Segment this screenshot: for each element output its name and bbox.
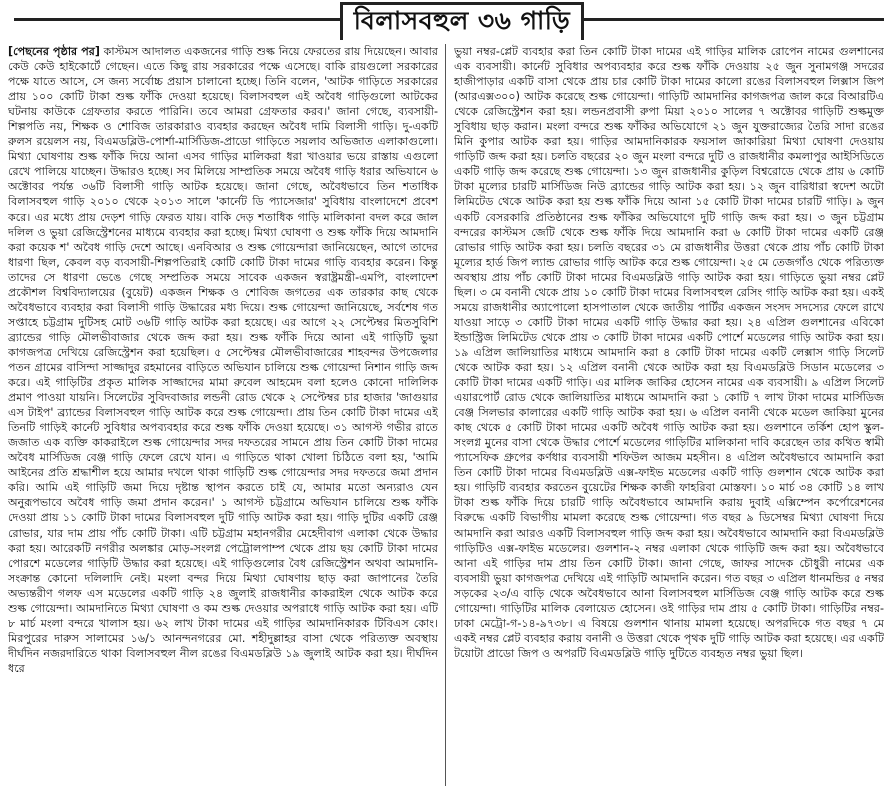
article-paragraph-right bbox=[454, 44, 884, 661]
headline-row bbox=[6, 0, 885, 44]
headline-rule-left bbox=[14, 18, 340, 21]
article-paragraph-left bbox=[8, 44, 438, 676]
article-text-left: কাস্টমস আদালত একজনের গাড়ি শুল্ক নিয়ে ফেরতের রায় দিয়েছেন। আবার কেউ কেউ হাইকোর্টে গেছেন। এতে কিছু রায় সরকারের পক্ষে এসেছে। বাকি রায়গুলো সরকারের পক্ষে যাতে আসে, সে জন্য সর্বোচ্চ প্রয়াস চালানো হচ্ছে। তিনি বলেন, 'আটক গাড়িতে সরকারের প্রায় ১০০ কোটি টাকা শুল্ক ফাঁকি দেওয়া হয়েছে। বিলাসবহুল এই অবৈধ গাড়িগুলো আটকের ঘটনায় কাউকে গ্রেফতার করতে পারিনি। তবে আমরা গ্রেফতার করব।' জানা গেছে, ব্যবসায়ী-শিল্পপতি নয়, শিক্ষক ও শোবিজ তারকারাও ব্যবহার করছেন অবৈধ দামি বিলাসী গাড়ি। দু-একটি রুলস রয়েলস নয়, বিএমডব্লিউ-পোর্শা-মার্সিডিজ-প্রাডো গাড়িতে সয়লাব অভিজাত এলাকাগুলো। মিথ্যা ঘোষণায় শুল্ক ফাঁকি দিয়ে আনা এসব গাড়ির মালিকরা ধরা খাওয়ার ভয়ে রাস্তায় এগুলো রেখে পালিয়ে যাচ্ছেন। উদ্ধারও হচ্ছে। সব মিলিয়ে সাম্প্রতিক সময়ে অবৈধ গাড়ি ধরার অভিযানে ৬ অক্টোবর পর্যন্ত ৩৬টি বিলাসী গাড়ি আটক হয়েছে। জানা গেছে, অবৈধভাবে তিন শতাধিক বিলাসবহুল গাড়ি ২০১০ থেকে ২০১৩ সালে 'কার্নেট ডি প্যাসেজার' সুবিধায় বাংলাদেশে প্রবেশ করে। এর মধ্যে প্রায় দেড়শ গাড়ি ফেরত যায়। বাকি দেড় শতাধিক গাড়ি মালিকানা বদল করে জাল দলিল ও ভুয়া রেজিস্ট্রেশনের মাধ্যমে ব্যবহার করা হচ্ছে। মিথ্যা ঘোষণা ও শুল্ক ফাঁকি দিয়ে আমদানি করা কয়েক শ' অবৈধ গাড়ি দেশে আছে। এনবিআর ও শুল্ক গোয়েন্দারা জানিয়েছেন, আগে তাদের ধারণা ছিল, কেবল বড় ব্যবসায়ী-শিল্পপতিরাই কোটি কোটি টাকা দামের গাড়ি ব্যবহার করেন। কিন্তু তাদের সে ধারণা ভেঙে গেছে সম্প্রতিক সময়ে সাবেক একজন স্বরাষ্ট্রমন্ত্রী-এমপি, বাংলাদেশ প্রকৌশল বিশ্ববিদ্যালয়ের (বুয়েট) একজন শিক্ষক ও শোবিজ জগতের এক তারকার কাছ থেকে অবৈধভাবে ব্যবহার করা বিলাসী গাড়ি উদ্ধারের মধ্য দিয়ে। শুল্ক গোয়েন্দা জানিয়েছে, সর্বশেষ গত সপ্তাহে চট্টগ্রাম দুটিসহ মোট ৩৬টি গাড়ি আটক করা হয়েছে। এর আগে ২২ সেপ্টেম্বর মিতসুবিশি ব্র্যান্ডের গাড়ি মৌলভীবাজার থেকে জব্দ করা হয়। শুল্ক ফাঁকি দিয়ে আনা এই গাড়িটি ভুয়া কাগজপত্র দেখিয়ে রেজিস্ট্রেশন করা হয়েছিল। ৫ সেপ্টেম্বর মৌলভীবাজারের শাহবন্দর উপজেলার পতন গ্রামের বাসিন্দা সাজ্জাদুর রহমানের বাড়িতে অভিযান চালিয়ে শুল্ক গোয়েন্দা নিশান গাড়ি জব্দ করে। এই গাড়িটির প্রকৃত মালিক সাজ্জাদের মামা রুবেল আহমেদ বলা হলেও কোনো দালিলিক প্রমাণ পাওয়া যায়নি। সিলেটের সুবিদবাজার লন্ডনী রোড থেকে ২ সেপ্টেম্বর চার হাজার 'জাগুয়ার এস টাইপ' ব্র্যান্ডের বিলাসবহুল গাড়ি আটক করে শুল্ক গোয়েন্দা। প্রায় তিন কোটি টাকা দামের এই তিনটি গাড়িই কার্নেট সুবিধার অপব্যবহার করে শুল্ক ফাঁকি দেওয়া হয়েছে। ৩১ আগস্ট গভীর রাতে জজাত এক ব্যক্তি কাকরাইলে শুল্ক গোয়েন্দার সদর দফতরের সামনে প্রায় তিন কোটি টাকা দামের অবৈধ মার্সিডিজ বেঞ্জ গাড়ি ফেলে রেখে যান। এ গাড়িতে থাকা খোলা চিঠিতে বলা হয়, 'আমি আইনের প্রতি শ্রদ্ধাশীল হয়ে আমার দখলে থাকা গাড়িটি শুল্ক গোয়েন্দার সদর দফতরে জমা প্রদান করি। আমি এই গাড়িটি জমা দিয়ে দৃষ্টান্ত স্থাপন করতে চাই যে, আমার মতো অন্যরাও যেন অনুরূপভাবে অবৈধ গাড়ি জমা প্রদান করেন।' ১ আগস্ট চট্টগ্রামে অভিযান চালিয়ে শুল্ক ফাঁকি দেওয়া প্রায় ১১ কোটি টাকা দামের বিলাসবহুল দুটি গাড়ি আটক করা হয়। গাড়ি দুটির একটি রেঞ্জ রোভার, যার দাম প্রায় পাঁচ কোটি টাকা। এটি চট্টগ্রাম মহানগরীর মেহেদীবাগ এলাকা থেকে উদ্ধার করা হয়। আরেকটি নগরীর অলঙ্কার মোড়-সংলগ্ন পেট্রোলপাম্প থেকে প্রায় ছয় কোটি টাকা দামের পোরশে মডেলের গাড়িটি উদ্ধার করা হয়েছে। এই গাড়িগুলোর বৈধ রেজিস্ট্রেশন অথবা আমদানি-সংক্রান্ত কোনো দলিলাদি নেই। মংলা বন্দর দিয়ে মিথ্যা ঘোষণায় ছাড় করা জাপানের তৈরি অভ্যন্তরীণ গলফ এস মডেলের একটি গাড়ি ২৪ জুলাই রাজধানীর কাকরাইল থেকে আটক করে শুল্ক গোয়েন্দা। আমদানিতে মিথ্যা ঘোষণা ও কম শুল্ক দেওয়ার অপরাধে গাড়ি আটক করা হয়। এটি ৮ মার্চ মংলা বন্দরে খালাস হয়। ৬২ লাখ টাকা দামের এই গাড়ির আমদানিকারক টিবিএস কোং। মিরপুরের দারুস সালামের ১৬/১ আনন্দনগরের মো. শহীদুল্লাহর বাসা থেকে পরিত্যক্ত অবস্থায় দীর্ঘদিন নজরদারিতে থাকা বিলাসবহুল নীল রঙের বিএমডব্লিউ ১৯ জুলাই আটক করা হয়। দীর্ঘদিন ধরে bbox=[8, 45, 438, 675]
article-column-left bbox=[8, 44, 438, 786]
article-body bbox=[8, 44, 884, 786]
headline-rule-right bbox=[584, 18, 884, 21]
headline: বিলাসবহুল ৩৬ গাড়ি bbox=[353, 6, 571, 35]
continuation-label: [পেছনের পৃষ্ঠার পর] bbox=[8, 45, 100, 58]
article-text-right: ভুয়া নম্বর-প্লেট ব্যবহার করা তিন কোটি টাকা দামের এই গাড়ির মালিক রোপেন নামের গুলশানের এক ব্যবসায়ী। কার্নেট সুবিধার অপব্যবহার করে শুল্ক ফাঁকি দেওয়ায় ২৫ জুন সুনামগঞ্জ সদরের হাজীপাড়ার একটি বাসা থেকে প্রায় চার কোটি টাকা দামের কালো রঙের বিলাসবহুল লিক্সাস জিপ (আরএক্স৩০০) আটক করেছে শুল্ক গোয়েন্দা। গাড়িটি আমদানির কাগজপত্র জাল করে বিআরটিএ থেকে রেজিস্ট্রেশন করা হয়। লন্ডনপ্রবাসী রুপা মিয়া ২০১০ সালের ৭ অক্টোবর গাড়িটি শুল্কমুক্ত সুবিধায় ছাড় করান। মংলা বন্দরে শুল্ক ফাঁকির অভিযোগে ২১ জুন যুক্তরাজ্যের তৈরি সাদা রঙের মিনি কুপার আটক করা হয়। গাড়ির আমদানিকারক ফয়সাল জাকারিয়া মিথ্যা ঘোষণা দেওয়ায় গাড়িটি জব্দ করা হয়। চলতি বছরের ২০ জুন মংলা বন্দরে দুটি ও রাজধানীর কমলাপুর আইসিডিতে একটি গাড়ি জব্দ করেছে শুল্ক গোয়েন্দা। ১৩ জুন রাজধানীর কুড়িল বিশ্বরোডে থেকে প্রায় ৬ কোটি টাকা মূল্যের চারটি মার্সিডিজ নিউ ব্র্যান্ডের গাড়ি আটক করা হয়। ১২ জুন বারিধারা স্বদেশ অটো লিমিটেড থেকে আটক করা হয় শুল্ক ফাঁকি দিয়ে আনা ১৫ কোটি টাকা দামের চারটি গাড়ি। ৯ জুন একটি বেসরকারি প্রতিষ্ঠানের শুল্ক ফাঁকির অভিযোগে দুটি গাড়ি জব্দ করা হয়। ৩ জুন চট্টগ্রাম বন্দরের কাস্টমস জেটি থেকে শুল্ক ফাঁকি দিয়ে আমদানি করা ৬ কোটি টাকা দামের একটি রেঞ্জ রোভার গাড়ি আটক করা হয়। চলতি বছরের ৩১ মে রাজধানীর উত্তরা থেকে প্রায় পাঁচ কোটি টাকা মূল্যের হার্ড জিপ ল্যান্ড রোভার গাড়ি আটক করে শুল্ক গোয়েন্দা। ২৫ মে তেজগাঁও থেকে পরিত্যক্ত অবস্থায় প্রায় পাঁচ কোটি টাকা দামের বিএমডব্লিউ গাড়ি আটক করা হয়। গাড়িতে ভুয়া নম্বর প্লেট ছিল। ৩ মে বনানী থেকে প্রায় ১০ কোটি টাকা দামের বিলাসবহুল রেসিং গাড়ি আটক করা হয়। একই সময়ে রাজধানীর অ্যাপোলো হাসপাতাল থেকে জাতীয় পার্টির একজন সংসদ সদস্যের ফেলে রাখে যাওয়া সাড়ে ৩ কোটি টাকা দামের একটি গাড়ি উদ্ধার করা হয়। ২৪ এপ্রিল গুলশানের এবিকো ইন্ডাস্ট্রিজ লিমিটেড থেকে প্রায় ৩ কোটি টাকা দামের একটি পোর্শে মডেলের গাড়ি আটক করা হয়। ১৯ এপ্রিল জালিয়াতির মাধ্যমে আমদানি করা ৪ কোটি টাকা দামের একটি লেক্সাস গাড়ি সিলেট থেকে আটক করা হয়। ১২ এপ্রিল বনানী থেকে আটক করা হয় বিএমডব্লিউ সিডান মডেলের ৩ কোটি টাকা দামের একটি গাড়ি। এর মালিক জাকির হোসেন নামের এক ব্যবসায়ী। ৯ এপ্রিল সিলেট এয়ারপোর্ট রোড থেকে জালিয়াতির মাধ্যমে আমদানি করা ১ কোটি ৭ লাখ টাকা দামের মার্সিডিজ বেঞ্জ সিলভার কালারের একটি গাড়ি আটক করা হয়। ৬ এপ্রিল বনানী থেকে মডেল জাকিয়া মুনের কাছ থেকে ৫ কোটি টাকা দামের একটি অবৈধ গাড়ি আটক করা হয়। গুলশানে তর্কিশ হোপ স্কুল-সংলগ্ন মুনের বাসা থেকে উদ্ধার পোর্শে মডেলের গাড়িটির মালিকানা দাবি করেছেন তার কথিত স্বামী প্যাসেফিক গ্রুপের কর্ণধার ব্যবসায়ী শফিউল আজম মহসীন। ৪ এপ্রিল অবৈধভাবে আমদানি করা তিন কোটি টাকা দামের বিএমডব্লিউ এক্স-ফাইভ মডেলের একটি গাড়ি গুলশান থেকে আটক করা হয়। গাড়িটি ব্যবহার করতেন বুয়েটের শিক্ষক কাজী ফাহরিবা মোস্তফা। ১০ মার্চ ৩৪ কোটি ১৪ লাখ টাকা শুল্ক ফাঁকি দিয়ে চারটি গাড়ি অবৈধভাবে আমদানি করায় দুবাই এক্সিম্পেন কর্পোরেশনের বিরুদ্ধে একটি বিভাগীয় মামলা করেছে শুল্ক গোয়েন্দা। গত বছর ৯ ডিসেম্বর মিথ্যা ঘোষণা দিয়ে আমদানি করা আরও একটি বিলাসবহুল গাড়ি জব্দ করা হয়। অবৈধভাবে আমদানি করা বিএমডব্লিউ গাড়িটিও এক্স-ফাইভ মডেলের। গুলশান-২ নম্বর এলাকা থেকে গাড়িটি জব্দ করা হয়। অবৈধভাবে আনা এই গাড়ির দাম প্রায় তিন কোটি টাকা। জানা গেছে, জাফর সাদেক চৌধুরী নামের এক ব্যবসায়ী ভুয়া কাগজপত্র দেখিয়ে এই গাড়িটি আমদানি করেন। গত বছর ৩ এপ্রিল ধানমন্ডির ৫ নম্বর সড়কের ২৩/এ বাড়ি থেকে অবৈধভাবে আনা বিলাসবহুল মার্সিডিজ বেঞ্জ গাড়ি আটক করে শুল্ক গোয়েন্দা। গাড়িটির মালিক বেলায়েত হোসেন। ওই গাড়ির দাম প্রায় ৫ কোটি টাকা। গাড়িটির নম্বর- ঢাকা মেট্রো-গ-১৪-৯৭৩৮। এ বিষয়ে গুলশান থানায় মামলা হয়েছে। অপরদিকে গত বছর ৭ মে একই নম্বর প্লেট ব্যবহার করায় বনানী ও উত্তরা থেকে পৃথক দুটি গাড়ি আটক করা হয়েছে। এর একটি টয়োটা প্রাডো জিপ ও অপরটি বিএমডব্লিউ গাড়ি দুটিতে ব্যবহৃত নম্বর ভুয়া ছিল। bbox=[454, 45, 884, 660]
article-column-right bbox=[454, 44, 884, 786]
column-gap bbox=[438, 44, 454, 786]
column-divider bbox=[445, 44, 446, 786]
